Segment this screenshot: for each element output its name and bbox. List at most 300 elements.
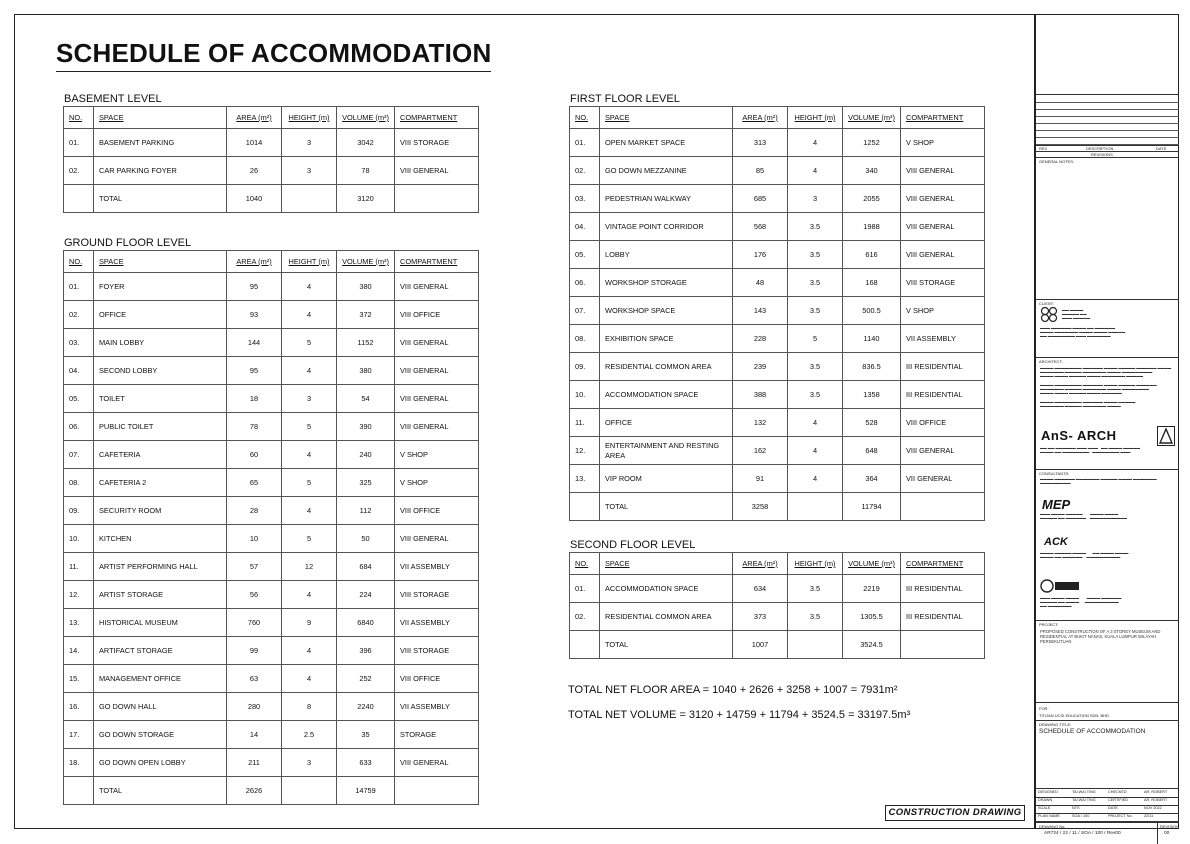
title-block-info-cell: NOV 2022 <box>1144 806 1162 810</box>
cell-volume: 3042 <box>337 129 395 157</box>
cell-space: HISTORICAL MUSEUM <box>94 609 227 637</box>
cell-area: 28 <box>227 497 282 525</box>
table-row <box>64 441 479 469</box>
total-label: TOTAL <box>94 185 227 213</box>
cell-no: 10. <box>570 381 600 409</box>
title-block-info-cell: CHECKED <box>1108 790 1127 794</box>
cell-area: 65 <box>227 469 282 497</box>
cell-volume: 500.5 <box>843 297 901 325</box>
cell-area: 48 <box>733 269 788 297</box>
cell-space: RESIDENTIAL COMMON AREA <box>600 603 733 631</box>
cell-comp: VIII STORAGE <box>395 581 479 609</box>
cell-space: FOYER <box>94 273 227 301</box>
cell-no: 02. <box>570 603 600 631</box>
title-block-info-cell: PLAN NAME <box>1038 814 1060 818</box>
cell-no: 09. <box>64 497 94 525</box>
client-label: CLIENT: <box>1039 301 1054 306</box>
cell-volume: 1252 <box>843 129 901 157</box>
table-row <box>570 575 985 603</box>
cell-volume: 380 <box>337 357 395 385</box>
table-row <box>570 603 985 631</box>
cell-volume: 168 <box>843 269 901 297</box>
table-row <box>64 637 479 665</box>
cell-space: WORKSHOP STORAGE <box>600 269 733 297</box>
column-header: COMPARTMENT <box>395 107 479 129</box>
cell-no: 02. <box>570 157 600 185</box>
cell-no: 07. <box>64 441 94 469</box>
cell-no: 05. <box>64 385 94 413</box>
cell-area: 1014 <box>227 129 282 157</box>
table-row <box>64 609 479 637</box>
cell-height: 5 <box>282 329 337 357</box>
table-row <box>64 497 479 525</box>
cell-height: 4 <box>282 665 337 693</box>
cell-area: 91 <box>733 465 788 493</box>
cell-space: PUBLIC TOILET <box>94 413 227 441</box>
revision-no-label: REVISION <box>1160 824 1180 829</box>
cell-space: OFFICE <box>600 409 733 437</box>
column-header: SPACE <box>94 251 227 273</box>
cell-no: 01. <box>64 273 94 301</box>
column-header: HEIGHT (m) <box>788 553 843 575</box>
cell-comp: VII GENERAL <box>901 465 985 493</box>
cell-height: 3 <box>282 385 337 413</box>
cell-volume: 396 <box>337 637 395 665</box>
cell-area: 144 <box>227 329 282 357</box>
for-value: TITIJAN UCSI EDUCATION SDN. BHD. <box>1039 713 1111 718</box>
cell-height: 5 <box>282 413 337 441</box>
architect-address: ▬▬ ▬▬ ▬▬▬▬▬▬ ▬▬▬ ▬▬▬ ▬▬ ▬▬▬▬ ▬▬▬▬▬ ▬▬▬▬ ▬▬ ▬▬▬▬▬▬▬▬ ▬▬▬▬▬▬▬▬ ▬▬▬ <box>1040 446 1141 455</box>
cell-area: 280 <box>227 693 282 721</box>
cell-space: ARTIST PERFORMING HALL <box>94 553 227 581</box>
cell-height: 4 <box>788 465 843 493</box>
first-table <box>569 106 985 521</box>
table-row <box>64 721 479 749</box>
table-row <box>64 581 479 609</box>
cell-volume: 1988 <box>843 213 901 241</box>
cell-area: 211 <box>227 749 282 777</box>
title-block-info-cell: DRAWN <box>1038 798 1053 802</box>
cell-comp: VIII GENERAL <box>901 241 985 269</box>
total-row <box>570 493 985 521</box>
total-floor-area: TOTAL NET FLOOR AREA = 1040 + 2626 + 3258 + 1007 = 7931m² <box>568 684 898 696</box>
cell-comp: VIII OFFICE <box>395 665 479 693</box>
title-block-info-cell: TAI WAI TING <box>1072 798 1096 802</box>
cell-height: 4 <box>282 441 337 469</box>
empty-cell <box>788 493 843 521</box>
cell-no: 05. <box>570 241 600 269</box>
title-block-info-cell: CERTIFIED <box>1108 798 1128 802</box>
table-row <box>64 129 479 157</box>
client-logo-text: ▬▬ ▬▬▬▬ ▬▬▬▬▬ ▬▬ ▬▬▬ ▬▬▬▬▬ <box>1062 308 1091 321</box>
cell-area: 18 <box>227 385 282 413</box>
cell-comp: VIII OFFICE <box>901 409 985 437</box>
empty-cell <box>570 631 600 659</box>
title-block-info-cell: SOA / 100 <box>1072 814 1090 818</box>
column-header: SPACE <box>600 107 733 129</box>
table-row <box>64 413 479 441</box>
cell-space: ACCOMMODATION SPACE <box>600 381 733 409</box>
cell-height: 5 <box>282 469 337 497</box>
cell-space: KITCHEN <box>94 525 227 553</box>
cell-comp: VII ASSEMBLY <box>901 325 985 353</box>
cell-no: 02. <box>64 157 94 185</box>
cell-area: 95 <box>227 273 282 301</box>
cell-height: 4 <box>282 301 337 329</box>
table-row <box>570 465 985 493</box>
cell-no: 03. <box>64 329 94 357</box>
column-header: NO. <box>64 107 94 129</box>
title-block-info-cell: SCALE <box>1038 806 1051 810</box>
cell-no: 04. <box>64 357 94 385</box>
rev-col-description: DESCRIPTION <box>1086 146 1114 151</box>
cell-space: ARTIFACT STORAGE <box>94 637 227 665</box>
cell-height: 3 <box>282 157 337 185</box>
table-row <box>570 157 985 185</box>
cell-comp: III RESIDENTIAL <box>901 381 985 409</box>
table-header-row <box>64 251 479 273</box>
cell-comp: V SHOP <box>901 129 985 157</box>
cell-volume: 1152 <box>337 329 395 357</box>
cell-volume: 325 <box>337 469 395 497</box>
cell-space: VIP ROOM <box>600 465 733 493</box>
total-row <box>64 185 479 213</box>
cell-area: 313 <box>733 129 788 157</box>
cell-space: SECURITY ROOM <box>94 497 227 525</box>
table-row <box>64 273 479 301</box>
cell-height: 4 <box>282 581 337 609</box>
column-header: VOLUME (m³) <box>843 107 901 129</box>
drawing-title-label: DRAWING TITLE: <box>1039 722 1072 727</box>
cell-height: 4 <box>788 157 843 185</box>
cell-height: 9 <box>282 609 337 637</box>
cell-height: 4 <box>788 129 843 157</box>
cell-area: 176 <box>733 241 788 269</box>
column-header: AREA (m²) <box>227 107 282 129</box>
cell-height: 2.5 <box>282 721 337 749</box>
column-header: VOLUME (m³) <box>337 107 395 129</box>
cell-comp: VIII GENERAL <box>395 357 479 385</box>
cell-volume: 2055 <box>843 185 901 213</box>
cell-volume: 364 <box>843 465 901 493</box>
cell-height: 3 <box>788 185 843 213</box>
cell-no: 07. <box>570 297 600 325</box>
cell-comp: VIII GENERAL <box>395 157 479 185</box>
column-header: NO. <box>570 107 600 129</box>
cell-volume: 633 <box>337 749 395 777</box>
cell-height: 3 <box>282 749 337 777</box>
cell-height: 4 <box>282 637 337 665</box>
cell-comp: VIII STORAGE <box>901 269 985 297</box>
cell-space: VINTAGE POINT CORRIDOR <box>600 213 733 241</box>
cell-no: 10. <box>64 525 94 553</box>
cell-height: 3 <box>282 129 337 157</box>
empty-cell <box>570 493 600 521</box>
cell-comp: V SHOP <box>395 441 479 469</box>
cell-area: 373 <box>733 603 788 631</box>
architect-firm-logo: AnS- ARCH <box>1041 428 1117 443</box>
table-row <box>570 185 985 213</box>
cell-area: 634 <box>733 575 788 603</box>
column-header: COMPARTMENT <box>901 107 985 129</box>
cell-space: MANAGEMENT OFFICE <box>94 665 227 693</box>
cell-space: GO DOWN HALL <box>94 693 227 721</box>
cell-comp: V SHOP <box>901 297 985 325</box>
table-row <box>64 665 479 693</box>
cell-area: 132 <box>733 409 788 437</box>
table-row <box>64 525 479 553</box>
cell-area: 99 <box>227 637 282 665</box>
cell-no: 01. <box>64 129 94 157</box>
cell-volume: 528 <box>843 409 901 437</box>
title-block-info-cell: DESIGNED <box>1038 790 1058 794</box>
cell-no: 18. <box>64 749 94 777</box>
project-label: PROJECT: <box>1039 622 1059 627</box>
total-label: TOTAL <box>600 631 733 659</box>
cell-area: 14 <box>227 721 282 749</box>
column-header: HEIGHT (m) <box>282 251 337 273</box>
cell-comp: VIII GENERAL <box>395 413 479 441</box>
table-row <box>64 329 479 357</box>
page-title: SCHEDULE OF ACCOMMODATION <box>56 38 491 72</box>
first-title: FIRST FLOOR LEVEL <box>570 93 680 105</box>
column-header: NO. <box>570 553 600 575</box>
total-row <box>570 631 985 659</box>
cell-volume: 372 <box>337 301 395 329</box>
cell-height: 3.5 <box>788 213 843 241</box>
cell-no: 02. <box>64 301 94 329</box>
cell-area: 568 <box>733 213 788 241</box>
cell-comp: VIII OFFICE <box>395 497 479 525</box>
cell-comp: VII ASSEMBLY <box>395 609 479 637</box>
column-header: SPACE <box>94 107 227 129</box>
cell-comp: VIII GENERAL <box>395 525 479 553</box>
cell-area: 228 <box>733 325 788 353</box>
cell-space: RESIDENTIAL COMMON AREA <box>600 353 733 381</box>
column-header: COMPARTMENT <box>395 251 479 273</box>
column-header: AREA (m²) <box>733 553 788 575</box>
table-row <box>64 553 479 581</box>
title-block-info-cell: DATE <box>1108 806 1118 810</box>
cell-space: EXHIBITION SPACE <box>600 325 733 353</box>
empty-cell <box>64 185 94 213</box>
cell-comp: VIII GENERAL <box>901 213 985 241</box>
cell-no: 06. <box>64 413 94 441</box>
cell-volume: 2240 <box>337 693 395 721</box>
revision-no-value: 00 <box>1164 831 1170 836</box>
cell-area: 60 <box>227 441 282 469</box>
cell-space: SECOND LOBBY <box>94 357 227 385</box>
cell-no: 12. <box>64 581 94 609</box>
column-header: VOLUME (m³) <box>843 553 901 575</box>
table-row <box>570 437 985 465</box>
table-row <box>570 409 985 437</box>
cell-no: 13. <box>570 465 600 493</box>
drawing-no-label: DRAWING No. <box>1039 824 1066 829</box>
cell-height: 4 <box>788 437 843 465</box>
cell-comp: VIII GENERAL <box>395 329 479 357</box>
cell-space: CAFETERIA <box>94 441 227 469</box>
cell-comp: VIII GENERAL <box>901 157 985 185</box>
cell-no: 14. <box>64 637 94 665</box>
column-header: COMPARTMENT <box>901 553 985 575</box>
table-row <box>570 129 985 157</box>
cell-volume: 6840 <box>337 609 395 637</box>
table-row <box>570 297 985 325</box>
cell-space: ARTIST STORAGE <box>94 581 227 609</box>
title-block-info-cell: AR. ROBERT <box>1144 790 1168 794</box>
cell-space: ENTERTAINMENT AND RESTING AREA <box>600 437 733 465</box>
column-header: HEIGHT (m) <box>788 107 843 129</box>
cell-space: CAR PARKING FOYER <box>94 157 227 185</box>
consultants-notes: ▬▬▬▬ ▬▬▬▬▬▬ ▬▬▬▬▬▬▬ ▬▬▬▬▬ ▬▬▬▬ ▬▬▬▬▬▬▬ ▬▬▬▬▬▬▬▬▬ <box>1040 477 1157 486</box>
cell-volume: 50 <box>337 525 395 553</box>
cell-no: 01. <box>570 575 600 603</box>
cell-volume: 1305.5 <box>843 603 901 631</box>
total-area: 1040 <box>227 185 282 213</box>
cell-area: 388 <box>733 381 788 409</box>
cell-no: 16. <box>64 693 94 721</box>
table-row <box>64 301 479 329</box>
table-row <box>64 357 479 385</box>
basement-table <box>63 106 479 213</box>
cell-no: 11. <box>570 409 600 437</box>
cell-area: 162 <box>733 437 788 465</box>
cell-height: 4 <box>282 497 337 525</box>
cell-no: 01. <box>570 129 600 157</box>
table-row <box>64 385 479 413</box>
empty-cell <box>788 631 843 659</box>
cell-area: 78 <box>227 413 282 441</box>
empty-cell <box>282 185 337 213</box>
cell-area: 57 <box>227 553 282 581</box>
column-header: AREA (m²) <box>733 107 788 129</box>
cell-volume: 2219 <box>843 575 901 603</box>
title-block-info-cell: NTS <box>1072 806 1080 810</box>
table-row <box>570 241 985 269</box>
cell-volume: 684 <box>337 553 395 581</box>
cell-space: OPEN MARKET SPACE <box>600 129 733 157</box>
cell-comp: VII ASSEMBLY <box>395 693 479 721</box>
cell-space: GO DOWN OPEN LOBBY <box>94 749 227 777</box>
title-block-info-cell: TAI WAI TING <box>1072 790 1096 794</box>
column-header: NO. <box>64 251 94 273</box>
empty-cell <box>395 777 479 805</box>
cell-volume: 112 <box>337 497 395 525</box>
cell-height: 4 <box>282 273 337 301</box>
cell-comp: III RESIDENTIAL <box>901 603 985 631</box>
cell-comp: III RESIDENTIAL <box>901 575 985 603</box>
cell-height: 3.5 <box>788 241 843 269</box>
cell-comp: VII ASSEMBLY <box>395 553 479 581</box>
cell-volume: 390 <box>337 413 395 441</box>
cell-comp: VIII GENERAL <box>901 185 985 213</box>
project-description: PROPOSED CONSTRUCTION OF A 3 STOREY MUSEUM AND RESIDENTIAL AT BUKIT NANAS, KUALA LUMPUR WILAYAH PERSEKUTUAN <box>1040 629 1161 645</box>
cell-height: 12 <box>282 553 337 581</box>
cell-volume: 616 <box>843 241 901 269</box>
table-row <box>570 325 985 353</box>
cell-volume: 380 <box>337 273 395 301</box>
table-row <box>64 469 479 497</box>
cell-volume: 1358 <box>843 381 901 409</box>
ground-table <box>63 250 479 805</box>
drawing-title-value: SCHEDULE OF ACCOMMODATION <box>1039 728 1146 735</box>
cell-area: 239 <box>733 353 788 381</box>
title-block <box>1036 14 1180 836</box>
column-header: SPACE <box>600 553 733 575</box>
column-header: AREA (m²) <box>227 251 282 273</box>
cell-height: 3.5 <box>788 603 843 631</box>
cell-comp: VIII GENERAL <box>395 749 479 777</box>
total-volume: 3120 <box>337 185 395 213</box>
cell-space: CAFETERIA 2 <box>94 469 227 497</box>
consultants-label: CONSULTANTS: <box>1039 471 1070 476</box>
table-row <box>570 353 985 381</box>
total-volume: TOTAL NET VOLUME = 3120 + 14759 + 11794 + 3524.5 = 33197.5m³ <box>568 709 911 721</box>
cell-height: 3.5 <box>788 381 843 409</box>
cell-height: 3.5 <box>788 269 843 297</box>
basement-title: BASEMENT LEVEL <box>64 93 162 105</box>
empty-cell <box>901 631 985 659</box>
empty-cell <box>282 777 337 805</box>
cell-no: 09. <box>570 353 600 381</box>
cell-height: 4 <box>282 357 337 385</box>
cell-comp: VIII GENERAL <box>901 437 985 465</box>
cell-comp: VIII STORAGE <box>395 637 479 665</box>
cell-area: 85 <box>733 157 788 185</box>
cell-volume: 35 <box>337 721 395 749</box>
empty-cell <box>901 493 985 521</box>
cell-volume: 224 <box>337 581 395 609</box>
architect-notes: ▬▬▬▬ ▬▬▬▬▬▬▬▬ ▬▬▬▬▬▬ ▬▬▬▬ ▬▬▬▬▬ ▬▬▬▬▬▬ ▬▬▬▬ ▬▬▬▬▬▬▬ ▬▬▬▬▬ ▬▬▬▬▬▬▬ ▬▬▬▬ ▬▬▬▬▬▬▬▬▬ ▬▬▬▬ ▬▬▬▬ ▬▬▬▬▬ ▬▬▬▬ ▬▬▬▬▬▬▬ ▬▬▬▬▬ ▬▬▬▬ ▬▬▬▬▬▬▬▬ ▬▬▬▬▬▬ ▬▬▬▬ ▬▬▬▬▬ ▬▬▬▬▬▬ ▬▬▬▬▬▬▬ ▬▬▬▬▬ ▬▬▬▬▬▬▬ ▬▬▬▬ ▬▬▬▬▬▬▬▬ ▬▬▬▬ ▬▬▬▬ ▬▬▬▬▬ ▬▬▬▬ ▬▬▬▬▬▬ ▬▬▬▬ ▬▬▬▬▬▬▬▬ ▬▬▬▬▬▬ ▬▬▬▬ ▬▬▬▬▬ ▬▬▬▬▬▬▬ ▬▬▬▬▬ ▬▬▬▬▬▬▬ ▬▬▬▬ <box>1040 366 1172 408</box>
mep-logo: MEP <box>1042 497 1071 512</box>
title-block-info-cell: AR. ROBERT <box>1144 798 1168 802</box>
cell-volume: 54 <box>337 385 395 413</box>
cell-comp: STORAGE <box>395 721 479 749</box>
cell-no: 12. <box>570 437 600 465</box>
cell-space: ACCOMMODATION SPACE <box>600 575 733 603</box>
cell-area: 56 <box>227 581 282 609</box>
cell-space: GO DOWN STORAGE <box>94 721 227 749</box>
ack-address: ▬▬▬▬ ▬▬▬▬▬ ▬▬▬▬ ▬▬ ▬▬▬▬ ▬▬▬▬ ▬▬▬▬ ▬▬ ▬▬▬▬▬▬ ▬▬▬▬▬▬▬▬▬▬ <box>1040 551 1129 560</box>
drawing-no-value: AR724 / 22 / 11 / SOA / 100 / Rev00 <box>1044 831 1121 836</box>
cell-height: 5 <box>788 325 843 353</box>
cell-space: MAIN LOBBY <box>94 329 227 357</box>
total-label: TOTAL <box>94 777 227 805</box>
architect-seal-icon <box>1157 426 1175 446</box>
cell-height: 8 <box>282 693 337 721</box>
cell-volume: 78 <box>337 157 395 185</box>
cell-comp: V SHOP <box>395 469 479 497</box>
title-block-info-cell: PROJECT No. <box>1108 814 1133 818</box>
cell-space: GO DOWN MEZZANINE <box>600 157 733 185</box>
total-label: TOTAL <box>600 493 733 521</box>
structure-consultant-logo-icon <box>1040 579 1080 593</box>
cell-comp: VIII OFFICE <box>395 301 479 329</box>
table-row <box>570 269 985 297</box>
ground-title: GROUND FLOOR LEVEL <box>64 237 192 249</box>
empty-cell <box>395 185 479 213</box>
cell-no: 06. <box>570 269 600 297</box>
cell-no: 15. <box>64 665 94 693</box>
client-address: ▬▬▬ ▬▬▬▬▬▬ ▬▬▬▬ ▬▬ ▬▬▬▬▬▬ ▬▬▬▬ ▬▬▬▬▬▬▬ ▬▬▬▬ ▬▬▬▬ ▬▬▬▬▬ ▬▬ ▬▬▬▬▬▬▬▬ ▬▬▬ ▬▬▬▬▬▬▬ <box>1040 326 1126 339</box>
table-row <box>64 749 479 777</box>
cell-no: 13. <box>64 609 94 637</box>
cell-area: 143 <box>733 297 788 325</box>
rev-col-date: DATE <box>1156 146 1167 151</box>
cell-space: OFFICE <box>94 301 227 329</box>
revisions-label: REVISIONS <box>1091 152 1113 157</box>
